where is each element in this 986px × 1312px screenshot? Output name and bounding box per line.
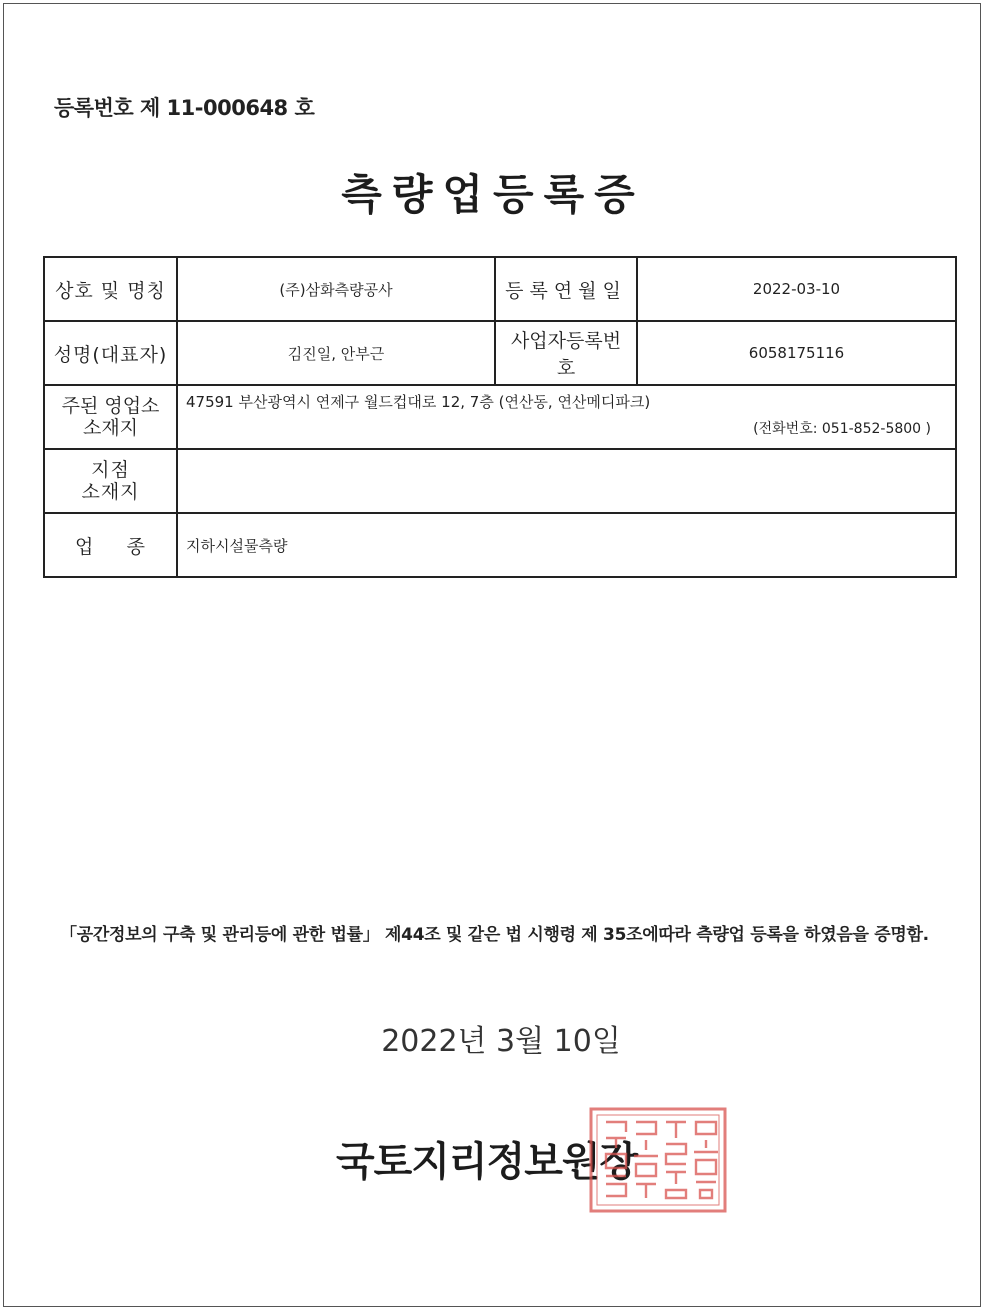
- issue-date: 2022년 3월 10일: [381, 1024, 621, 1059]
- business-type-label-part2: 종: [126, 535, 146, 558]
- business-type-label: [44, 513, 177, 577]
- branch-label-line2: 소재지: [81, 481, 140, 503]
- registration-number: 등록번호 제 11-000648 호: [54, 96, 315, 120]
- registration-date-label: 등록연월일: [495, 257, 637, 321]
- trade-name-value: (주)삼화측량공사: [177, 257, 495, 321]
- representative-value: 김진일, 안부근: [177, 321, 495, 385]
- document-title: 측량업등록증: [341, 170, 645, 219]
- main-office-address: 47591 부산광역시 연제구 월드컵대로 12, 7층 (연산동, 연산메디파크): [186, 392, 651, 411]
- certification-statement: 「공간정보의 구축 및 관리등에 관한 법률」 제44조 및 같은 법 시행령 제 35조에따라 측량업 등록을 하였음을 증명함.: [60, 925, 929, 945]
- main-office-cell: [177, 385, 956, 449]
- branch-label: [44, 449, 177, 513]
- business-number-label: 사업자등록번호: [495, 321, 637, 385]
- business-type-label-part1: 업: [75, 535, 95, 558]
- representative-label: 성명(대표자): [44, 321, 177, 385]
- table-row: [44, 321, 956, 385]
- branch-label-line1: 지점: [91, 459, 130, 481]
- registration-info-table: [43, 256, 957, 578]
- trade-name-label: 상호 및 명칭: [44, 257, 177, 321]
- table-row: [44, 449, 956, 513]
- issuer-name: 국토지리정보원장: [336, 1139, 638, 1185]
- registration-date-value: 2022-03-10: [637, 257, 956, 321]
- branch-value: [177, 449, 956, 513]
- business-number-value: 6058175116: [637, 321, 956, 385]
- business-type-value: 지하시설물측량: [177, 513, 956, 577]
- business-type-label-inner: [53, 532, 168, 559]
- main-office-label: 주된 영업소 소재지: [44, 385, 177, 449]
- official-seal-icon: [588, 1106, 728, 1214]
- table-row: [44, 257, 956, 321]
- table-row: [44, 513, 956, 577]
- main-office-phone: (전화번호: 051-852-5800 ): [753, 420, 931, 437]
- table-row: [44, 385, 956, 449]
